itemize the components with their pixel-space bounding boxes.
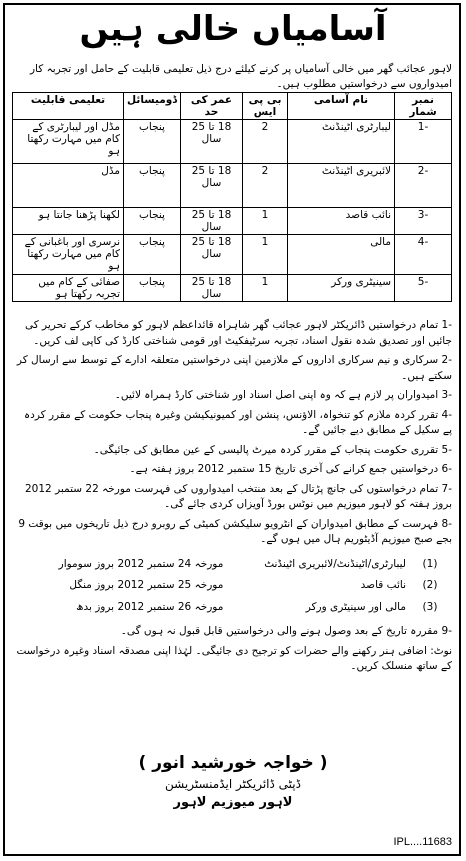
conditions-list	[14, 318, 452, 679]
cell-domicile: پنجاب	[124, 235, 181, 275]
condition-item: -2 سرکاری و نیم سرکاری اداروں کے ملازمین اپنی درخواستیں متعلقہ ادارے کے توسط سے ارسال کر سکتے ہیں۔	[16, 354, 452, 382]
cell-serial: -2	[395, 164, 452, 208]
header-bps: بی پی ایس	[243, 93, 288, 120]
cell-qualification: صفائی کے کام میں تجربہ رکھتا ہو	[13, 275, 124, 302]
interview-schedule	[14, 554, 452, 619]
schedule-post: نائب قاصد	[360, 579, 406, 591]
cell-bps: 1	[243, 208, 288, 235]
condition-item: -4 تقرر کردہ ملازم کو تنخواہ، الاؤنس، پنشن اور کمیونیکیشن وغیرہ پنجاب حکومت کے مقرر کردہ پے سکیل کے مطابق دیے جائیں گے۔	[23, 408, 452, 436]
header-domicile: ڈومیسائل	[124, 93, 181, 120]
cell-domicile: پنجاب	[124, 208, 181, 235]
schedule-post: مالی اور سینیٹری ورکر	[305, 600, 406, 613]
condition-item: -3 امیدواران پر لازم ہے کہ وہ اپنی اصل اسناد اور شناختی کارڈ ہمراہ لائیں۔	[114, 389, 452, 401]
cell-post: مالی	[288, 235, 395, 275]
schedule-date: مورخہ 24 ستمبر 2012 بروز سوموار	[58, 557, 224, 570]
table-row	[13, 208, 452, 235]
table-header-row	[13, 93, 452, 120]
schedule-serial: (3)	[422, 600, 438, 613]
cell-serial: -4	[395, 235, 452, 275]
cell-serial: -1	[395, 120, 452, 164]
cell-qualification: مڈل اور لیبارٹری کے کام میں مہارت رکھتا ہو	[13, 120, 124, 164]
table-row	[13, 275, 452, 302]
table-row	[13, 164, 452, 208]
signature-block	[0, 752, 466, 810]
cell-age: 18 تا 25 سال	[181, 275, 243, 302]
header-post: نام آسامی	[288, 93, 395, 120]
cell-post: نائب قاصد	[288, 208, 395, 235]
intro-text: لاہور عجائب گھر میں خالی آسامیاں پر کرنے کیلئے درج ذیل تعلیمی قابلیت کے حامل اور تجربہ کار امیدواروں سے درخواستیں مطلوب ہیں۔	[29, 63, 452, 90]
cell-qualification: لکھنا پڑھنا جانتا ہو	[13, 208, 124, 235]
vacancy-table	[12, 92, 452, 302]
condition-item: -5 تقرری حکومت پنجاب کے مقرر کردہ میرٹ پالیسی کے عین مطابق کی جائیگی۔	[93, 443, 452, 456]
header-serial: نمبر شمار	[395, 93, 452, 120]
condition-item: -8 فہرست کے مطابق امیدواران کے انٹرویو سلیکشن کمیٹی کے روبرو درج ذیل تاریخوں میں بوقت 9 بجے صبح میوزیم آڈیٹوریم ہال میں ہوں گے۔	[18, 517, 452, 545]
cell-bps: 2	[243, 120, 288, 164]
cell-serial: -5	[395, 275, 452, 302]
cell-bps: 2	[243, 164, 288, 208]
cell-age: 18 تا 25 سال	[181, 120, 243, 164]
cell-post: لیبارٹری اٹینڈنٹ	[288, 120, 395, 164]
cell-post: سینیٹری ورکر	[288, 275, 395, 302]
cell-bps: 1	[243, 235, 288, 275]
signatory-name: ( خواجہ خورشید انور )	[138, 753, 328, 773]
note-text: نوٹ: اضافی ہنر رکھنے والے حضرات کو ترجیح دی جائیگی۔ لہٰذا اپنی مصدقہ اسناد وغیرہ درخواست کے ساتھ منسلک کریں۔	[16, 644, 452, 672]
reference-number: IPL....11683	[393, 836, 452, 848]
condition-item: -7 تمام درخواستوں کی جانچ پڑتال کے بعد منتخب امیدواروں کی فہرست مورخہ 22 ستمبر 2012 بروز ہفتہ کو لاہور میوزیم میں نوٹس بورڈ آویزاں کردی جائے گی۔	[25, 482, 452, 510]
table-row	[13, 235, 452, 275]
headline: آسامیاں خالی ہیں	[79, 9, 387, 49]
cell-age: 18 تا 25 سال	[181, 164, 243, 208]
condition-item: -9 مقررہ تاریخ کے بعد وصول ہونے والی درخواستیں قابل قبول نہ ہوں گی۔	[120, 625, 452, 637]
schedule-serial: (2)	[422, 579, 438, 591]
organization-name: لاہور میوزیم لاہور	[173, 795, 293, 810]
cell-post: لائبریری اٹینڈنٹ	[288, 164, 395, 208]
cell-serial: -3	[395, 208, 452, 235]
table-row	[13, 120, 452, 164]
cell-qualification: مڈل	[13, 164, 124, 208]
cell-bps: 1	[243, 275, 288, 302]
cell-age: 18 تا 25 سال	[181, 235, 243, 275]
schedule-row	[14, 597, 452, 619]
schedule-post: لیبارٹری/اٹینڈنٹ/لائبریری اٹینڈنٹ	[264, 557, 406, 570]
cell-domicile: پنجاب	[124, 164, 181, 208]
schedule-row	[14, 554, 452, 576]
cell-age: 18 تا 25 سال	[181, 208, 243, 235]
condition-item: -1 تمام درخواستیں ڈائریکٹر لاہور عجائب گھر شاہراہ قائداعظم لاہور کو مخاطب کرکے تحریر کی جائیں اور تصدیق شدہ نقول اسناد، تجربہ سرٹیفکیٹ اور قومی شناختی کارڈ کی کاپی لف کریں۔	[24, 319, 452, 347]
schedule-date: مورخہ 25 ستمبر 2012 بروز منگل	[69, 579, 224, 591]
cell-domicile: پنجاب	[124, 275, 181, 302]
cell-qualification: نرسری اور باغبانی کے کام میں مہارت رکھتا ہو	[13, 235, 124, 275]
header-age: عمر کی حد	[181, 93, 243, 120]
header-qualification: تعلیمی قابلیت	[13, 93, 124, 120]
schedule-serial: (1)	[422, 557, 438, 570]
schedule-date: مورخہ 26 ستمبر 2012 بروز بدھ	[76, 600, 224, 613]
cell-domicile: پنجاب	[124, 120, 181, 164]
signatory-designation: ڈپٹی ڈائریکٹر ایڈمنسٹریشن	[165, 777, 301, 791]
condition-item: -6 درخواستیں جمع کرانے کی آخری تاریخ 15 ستمبر 2012 بروز ہفتہ ہے۔	[129, 463, 452, 475]
schedule-row	[14, 575, 452, 597]
